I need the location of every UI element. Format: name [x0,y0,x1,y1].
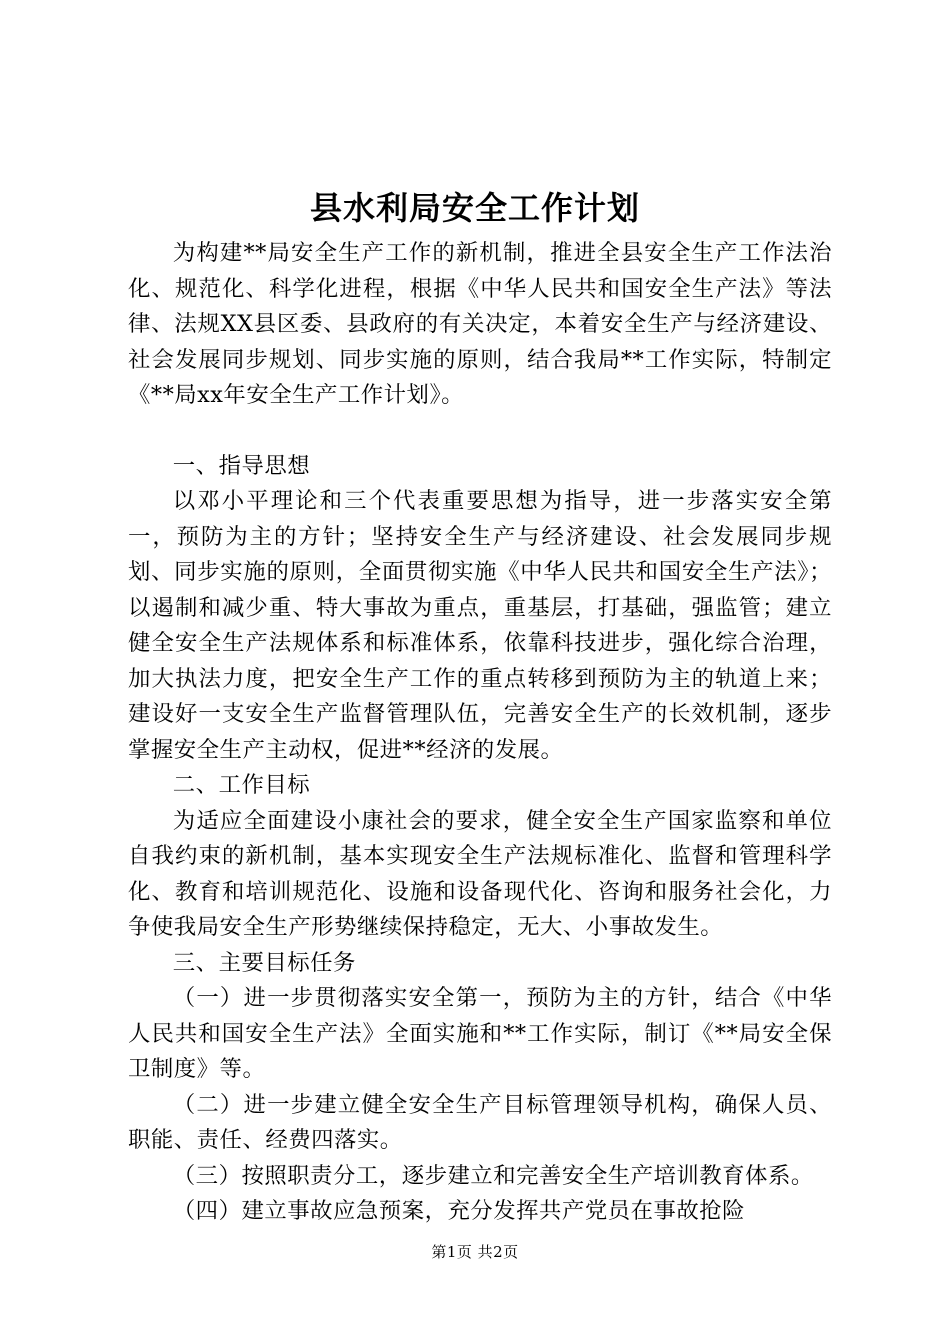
task-item-3: （三）按照职责分工，逐步建立和完善安全生产培训教育体系。 [172,1162,814,1189]
section-heading-guiding-thought: 一、指导思想 [172,452,311,479]
page-number-footer: 第1页 共2页 [431,1243,519,1261]
task-item-4: （四）建立事故应急预案，充分发挥共产党员在事故抢险 [172,1198,746,1224]
document-title: 县水利局安全工作计划 [309,189,640,227]
task-item-1: （一）进一步贯彻落实安全第一，预防为主的方针，结合《中华人民共和国安全生产法》全面实施和**工作实际，制订《**局安全保卫制度》等。 [128,985,832,1082]
guiding-thought-paragraph: 以邓小平理论和三个代表重要思想为指导，进一步落实安全第一，预防为主的方针；坚持安全生产与经济建设、社会发展同步规划、同步实施的原则，全面贯彻实施《中华人民共和国安全生产法》；以遏制和减少重、特大事故为重点，重基层，打基础，强监管；建立健全安全生产法规体系和标准体系，依靠科技进步，强化综合治理，加大执法力度，把安全生产工作的重点转移到预防为主的轨道上来；建设好一支安全生产监督管理队伍，完善安全生产的长效机制，逐步掌握安全生产主动权，促进**经济的发展。 [128,488,832,763]
task-item-2: （二）进一步建立健全安全生产目标管理领导机构，确保人员、职能、责任、经费四落实。 [128,1091,832,1153]
document-body [128,236,832,1230]
work-goals-paragraph: 为适应全面建设小康社会的要求，健全安全生产国家监察和单位自我约束的新机制，基本实现安全生产法规标准化、监督和管理科学化、教育和培训规范化、设施和设备现代化、咨询和服务社会化，力争使我局安全生产形势继续保持稳定，无大、小事故发生。 [128,807,832,940]
section-heading-work-goals: 二、工作目标 [172,772,311,798]
intro-paragraph: 为构建**局安全生产工作的新机制，推进全县安全生产工作法治化、规范化、科学化进程，根据《中华人民共和国安全生产法》等法律、法规XX县区委、县政府的有关决定，本着安全生产与经济建设、社会发展同步规划、同步实施的原则，结合我局**工作实际，特制定《**局xx年安全生产工作计划》。 [128,240,832,408]
section-heading-main-tasks: 三、主要目标任务 [172,949,356,976]
